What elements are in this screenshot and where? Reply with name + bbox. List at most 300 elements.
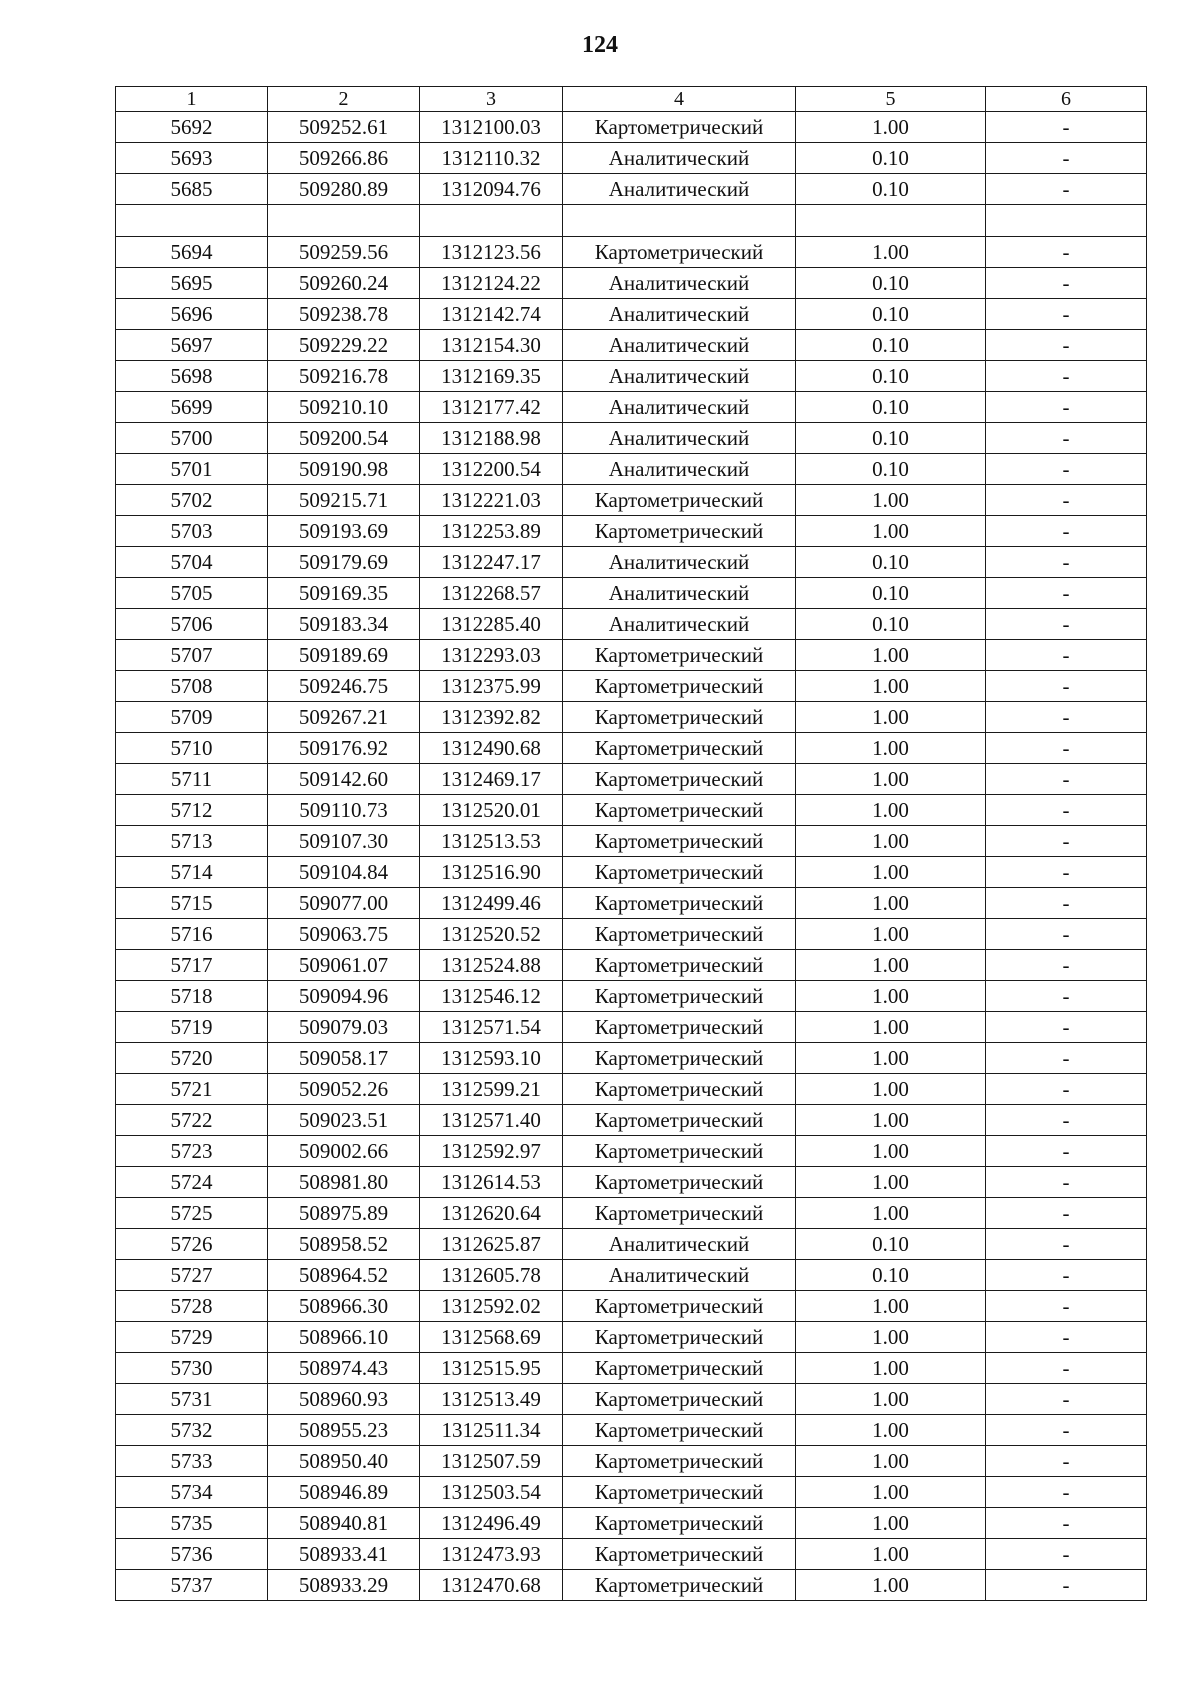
table-cell-col-5: 0.10: [796, 1260, 986, 1291]
table-cell-col-1: 5723: [116, 1136, 268, 1167]
table-cell-col-2: 509246.75: [268, 671, 420, 702]
table-cell-col-5: 0.10: [796, 143, 986, 174]
table-cell-col-3: 1312142.74: [420, 299, 563, 330]
table-cell-col-1: 5725: [116, 1198, 268, 1229]
table-cell-col-2: 509110.73: [268, 795, 420, 826]
table-cell-col-4: Картометрический: [563, 1136, 796, 1167]
table-cell-col-4: Картометрический: [563, 795, 796, 826]
table-cell-col-3: 1312625.87: [420, 1229, 563, 1260]
table-cell-col-6: -: [986, 1415, 1147, 1446]
table-cell-col-2: 509280.89: [268, 174, 420, 205]
table-cell-col-6: -: [986, 361, 1147, 392]
table-row: [116, 1384, 1147, 1415]
table-cell-col-4: Картометрический: [563, 919, 796, 950]
table-row: [116, 1477, 1147, 1508]
table-row: [116, 1570, 1147, 1601]
table-cell-col-4: Аналитический: [563, 454, 796, 485]
table-cell-col-3: 1312599.21: [420, 1074, 563, 1105]
table-cell-col-3: 1312496.49: [420, 1508, 563, 1539]
table-row: [116, 1260, 1147, 1291]
table-cell-col-4: Картометрический: [563, 1012, 796, 1043]
table-cell-col-5: 1.00: [796, 112, 986, 143]
table-cell-col-5: 1.00: [796, 981, 986, 1012]
table-cell-col-4: Картометрический: [563, 237, 796, 268]
table-cell-col-4: Картометрический: [563, 1074, 796, 1105]
table-cell-col-5: 0.10: [796, 392, 986, 423]
table-row: [116, 826, 1147, 857]
table-cell-col-2: 509216.78: [268, 361, 420, 392]
table-cell-col-4: Аналитический: [563, 361, 796, 392]
table-cell-col-3: 1312469.17: [420, 764, 563, 795]
table-cell-col-3: 1312568.69: [420, 1322, 563, 1353]
table-cell-col-6: -: [986, 1074, 1147, 1105]
table-cell-col-4: Аналитический: [563, 1260, 796, 1291]
table-row: [116, 1446, 1147, 1477]
table-cell-col-4: Аналитический: [563, 299, 796, 330]
table-cell-col-1: 5717: [116, 950, 268, 981]
table-cell-col-4: Картометрический: [563, 1198, 796, 1229]
table-cell-col-5: [796, 205, 986, 237]
table-cell-col-3: 1312511.34: [420, 1415, 563, 1446]
table-cell-col-1: 5719: [116, 1012, 268, 1043]
table-cell-col-3: 1312253.89: [420, 516, 563, 547]
table-cell-col-6: -: [986, 237, 1147, 268]
table-cell-col-5: 0.10: [796, 609, 986, 640]
table-cell-col-6: -: [986, 950, 1147, 981]
table-cell-col-5: 1.00: [796, 826, 986, 857]
table-cell-col-5: 1.00: [796, 1384, 986, 1415]
table-row: [116, 702, 1147, 733]
table-cell-col-5: 1.00: [796, 1074, 986, 1105]
table-cell-col-2: 509077.00: [268, 888, 420, 919]
table-row: [116, 361, 1147, 392]
table-cell-col-1: 5707: [116, 640, 268, 671]
table-cell-col-3: 1312123.56: [420, 237, 563, 268]
table-cell-col-3: 1312375.99: [420, 671, 563, 702]
table-cell-col-4: Картометрический: [563, 857, 796, 888]
table-cell-col-1: 5696: [116, 299, 268, 330]
table-cell-col-3: 1312620.64: [420, 1198, 563, 1229]
table-cell-col-4: Картометрический: [563, 1508, 796, 1539]
table-cell-col-2: 508940.81: [268, 1508, 420, 1539]
table-cell-col-4: Картометрический: [563, 516, 796, 547]
table-row: [116, 485, 1147, 516]
table-cell-col-1: 5712: [116, 795, 268, 826]
table-cell-col-6: -: [986, 516, 1147, 547]
table-cell-col-4: Картометрический: [563, 888, 796, 919]
table-cell-col-5: 1.00: [796, 1198, 986, 1229]
table-cell-col-6: -: [986, 1198, 1147, 1229]
table-cell-col-5: 0.10: [796, 454, 986, 485]
table-row: [116, 1539, 1147, 1570]
table-cell-col-4: Аналитический: [563, 578, 796, 609]
table-cell-col-5: 1.00: [796, 1477, 986, 1508]
table-row: [116, 671, 1147, 702]
table-cell-col-1: 5728: [116, 1291, 268, 1322]
table-cell-col-6: -: [986, 1229, 1147, 1260]
column-header-4: 4: [563, 87, 796, 112]
table-cell-col-4: Картометрический: [563, 1415, 796, 1446]
table-row: [116, 454, 1147, 485]
table-cell-col-5: 1.00: [796, 1322, 986, 1353]
table-cell-col-4: Картометрический: [563, 1477, 796, 1508]
table-cell-col-3: 1312268.57: [420, 578, 563, 609]
table-row: [116, 112, 1147, 143]
table-cell-col-4: Аналитический: [563, 268, 796, 299]
table-cell-col-6: -: [986, 1570, 1147, 1601]
table-cell-col-2: 509215.71: [268, 485, 420, 516]
column-header-3: 3: [420, 87, 563, 112]
table-cell-col-6: -: [986, 671, 1147, 702]
table-cell-col-3: 1312392.82: [420, 702, 563, 733]
table-cell-col-3: 1312592.02: [420, 1291, 563, 1322]
table-row: [116, 1012, 1147, 1043]
table-cell-col-4: Картометрический: [563, 702, 796, 733]
table-cell-col-1: 5694: [116, 237, 268, 268]
table-cell-col-6: -: [986, 547, 1147, 578]
column-header-6: 6: [986, 87, 1147, 112]
table-row: [116, 888, 1147, 919]
table-cell-col-3: 1312094.76: [420, 174, 563, 205]
table-cell-col-1: 5697: [116, 330, 268, 361]
table-cell-col-2: 509210.10: [268, 392, 420, 423]
table-cell-col-6: -: [986, 485, 1147, 516]
table-row: [116, 423, 1147, 454]
column-header-2: 2: [268, 87, 420, 112]
table-cell-col-3: 1312507.59: [420, 1446, 563, 1477]
table-cell-col-1: 5701: [116, 454, 268, 485]
table-cell-col-3: 1312515.95: [420, 1353, 563, 1384]
table-cell-col-6: -: [986, 826, 1147, 857]
table-cell-col-3: 1312470.68: [420, 1570, 563, 1601]
table-cell-col-1: 5711: [116, 764, 268, 795]
table-row: [116, 950, 1147, 981]
table-cell-col-6: -: [986, 392, 1147, 423]
table-cell-col-3: 1312221.03: [420, 485, 563, 516]
table-cell-col-1: 5700: [116, 423, 268, 454]
table-cell-col-5: 1.00: [796, 485, 986, 516]
table-cell-col-2: 509023.51: [268, 1105, 420, 1136]
table-cell-col-6: -: [986, 1136, 1147, 1167]
table-cell-col-1: 5734: [116, 1477, 268, 1508]
table-cell-col-3: 1312592.97: [420, 1136, 563, 1167]
table-cell-col-6: -: [986, 1260, 1147, 1291]
table-cell-col-6: -: [986, 795, 1147, 826]
table-cell-col-1: 5726: [116, 1229, 268, 1260]
table-cell-col-6: -: [986, 857, 1147, 888]
table-cell-col-2: 509169.35: [268, 578, 420, 609]
table-row: [116, 205, 1147, 237]
table-cell-col-5: 1.00: [796, 795, 986, 826]
table-cell-col-1: 5715: [116, 888, 268, 919]
table-cell-col-1: 5702: [116, 485, 268, 516]
table-cell-col-4: Аналитический: [563, 423, 796, 454]
table-cell-col-3: 1312285.40: [420, 609, 563, 640]
table-cell-col-6: -: [986, 919, 1147, 950]
table-cell-col-4: Картометрический: [563, 112, 796, 143]
table-cell-col-2: 508950.40: [268, 1446, 420, 1477]
table-cell-col-2: 508958.52: [268, 1229, 420, 1260]
table-cell-col-1: 5735: [116, 1508, 268, 1539]
table-cell-col-2: 509190.98: [268, 454, 420, 485]
table-cell-col-2: 508960.93: [268, 1384, 420, 1415]
table-cell-col-6: -: [986, 1291, 1147, 1322]
table-cell-col-1: 5737: [116, 1570, 268, 1601]
table-cell-col-2: 509063.75: [268, 919, 420, 950]
table-cell-col-4: Картометрический: [563, 950, 796, 981]
table-cell-col-5: 1.00: [796, 1570, 986, 1601]
table-cell-col-3: 1312513.49: [420, 1384, 563, 1415]
table-row: [116, 516, 1147, 547]
table-cell-col-4: Картометрический: [563, 1570, 796, 1601]
table-cell-col-4: Картометрический: [563, 671, 796, 702]
table-cell-col-6: -: [986, 1539, 1147, 1570]
table-cell-col-5: 1.00: [796, 1539, 986, 1570]
table-cell-col-3: 1312513.53: [420, 826, 563, 857]
table-cell-col-1: 5722: [116, 1105, 268, 1136]
table-cell-col-4: Картометрический: [563, 1384, 796, 1415]
table-cell-col-5: 1.00: [796, 1136, 986, 1167]
table-cell-col-3: 1312571.40: [420, 1105, 563, 1136]
table-cell-col-5: 0.10: [796, 1229, 986, 1260]
table-cell-col-1: 5705: [116, 578, 268, 609]
table-cell-col-2: 508933.41: [268, 1539, 420, 1570]
table-cell-col-3: 1312200.54: [420, 454, 563, 485]
table-cell-col-6: -: [986, 174, 1147, 205]
table-cell-col-5: 1.00: [796, 764, 986, 795]
table-row: [116, 1353, 1147, 1384]
table-cell-col-5: 1.00: [796, 1012, 986, 1043]
table-cell-col-2: 509094.96: [268, 981, 420, 1012]
table-cell-col-2: 509107.30: [268, 826, 420, 857]
table-cell-col-3: 1312247.17: [420, 547, 563, 578]
table-cell-col-3: 1312177.42: [420, 392, 563, 423]
table-cell-col-2: 509183.34: [268, 609, 420, 640]
table-cell-col-2: 509252.61: [268, 112, 420, 143]
table-cell-col-1: 5708: [116, 671, 268, 702]
table-cell-col-3: [420, 205, 563, 237]
table-row: [116, 1508, 1147, 1539]
table-cell-col-1: 5716: [116, 919, 268, 950]
table-cell-col-4: Картометрический: [563, 981, 796, 1012]
table-cell-col-5: 1.00: [796, 516, 986, 547]
table-cell-col-4: Картометрический: [563, 1446, 796, 1477]
table-cell-col-4: Картометрический: [563, 1291, 796, 1322]
table-cell-col-5: 0.10: [796, 547, 986, 578]
table-cell-col-3: 1312516.90: [420, 857, 563, 888]
table-cell-col-6: -: [986, 578, 1147, 609]
table-cell-col-1: 5727: [116, 1260, 268, 1291]
table-cell-col-2: 508964.52: [268, 1260, 420, 1291]
table-row: [116, 795, 1147, 826]
table-row: [116, 1105, 1147, 1136]
table-cell-col-5: 1.00: [796, 857, 986, 888]
table-cell-col-3: 1312520.52: [420, 919, 563, 950]
table-cell-col-3: 1312593.10: [420, 1043, 563, 1074]
table-cell-col-4: Аналитический: [563, 547, 796, 578]
table-cell-col-2: 509079.03: [268, 1012, 420, 1043]
table-row: [116, 1291, 1147, 1322]
table-cell-col-1: 5706: [116, 609, 268, 640]
table-cell-col-6: -: [986, 981, 1147, 1012]
table-cell-col-2: 509061.07: [268, 950, 420, 981]
table-cell-col-3: 1312110.32: [420, 143, 563, 174]
table-cell-col-1: [116, 205, 268, 237]
table-cell-col-4: Аналитический: [563, 330, 796, 361]
table-cell-col-4: Картометрический: [563, 485, 796, 516]
table-cell-col-3: 1312614.53: [420, 1167, 563, 1198]
table-row: [116, 733, 1147, 764]
table-cell-col-6: -: [986, 640, 1147, 671]
table-cell-col-1: 5704: [116, 547, 268, 578]
table-cell-col-3: 1312546.12: [420, 981, 563, 1012]
table-cell-col-6: -: [986, 1508, 1147, 1539]
table-cell-col-5: 1.00: [796, 1353, 986, 1384]
table-body: [116, 112, 1147, 1601]
table-cell-col-2: 508981.80: [268, 1167, 420, 1198]
table-cell-col-2: 508966.30: [268, 1291, 420, 1322]
table-cell-col-4: Аналитический: [563, 392, 796, 423]
table-cell-col-1: 5703: [116, 516, 268, 547]
table-cell-col-5: 0.10: [796, 174, 986, 205]
table-cell-col-2: 509193.69: [268, 516, 420, 547]
page-number: 124: [582, 32, 618, 58]
table-cell-col-5: 0.10: [796, 578, 986, 609]
table-row: [116, 981, 1147, 1012]
table-cell-col-2: 509200.54: [268, 423, 420, 454]
table-cell-col-4: Картометрический: [563, 1322, 796, 1353]
table-cell-col-6: -: [986, 143, 1147, 174]
table-cell-col-5: 1.00: [796, 702, 986, 733]
table-cell-col-6: -: [986, 1105, 1147, 1136]
table-cell-col-4: Картометрический: [563, 1167, 796, 1198]
table-cell-col-2: 508974.43: [268, 1353, 420, 1384]
table-cell-col-6: -: [986, 733, 1147, 764]
table-cell-col-2: 509189.69: [268, 640, 420, 671]
table-cell-col-3: 1312169.35: [420, 361, 563, 392]
table-cell-col-3: 1312520.01: [420, 795, 563, 826]
table-cell-col-5: 1.00: [796, 888, 986, 919]
table-cell-col-2: 509260.24: [268, 268, 420, 299]
table-cell-col-4: Аналитический: [563, 1229, 796, 1260]
table-cell-col-6: -: [986, 1384, 1147, 1415]
table-cell-col-3: 1312100.03: [420, 112, 563, 143]
table-cell-col-6: -: [986, 609, 1147, 640]
table-cell-col-1: 5692: [116, 112, 268, 143]
table-row: [116, 237, 1147, 268]
table-cell-col-2: 509104.84: [268, 857, 420, 888]
table-cell-col-5: 1.00: [796, 640, 986, 671]
table-cell-col-1: 5724: [116, 1167, 268, 1198]
table-cell-col-1: 5732: [116, 1415, 268, 1446]
table-cell-col-3: 1312154.30: [420, 330, 563, 361]
table-cell-col-5: 1.00: [796, 237, 986, 268]
table-cell-col-6: [986, 205, 1147, 237]
table-cell-col-6: -: [986, 1477, 1147, 1508]
table-cell-col-1: 5713: [116, 826, 268, 857]
table-row: [116, 764, 1147, 795]
table-cell-col-2: 509229.22: [268, 330, 420, 361]
table-row: [116, 1415, 1147, 1446]
table-cell-col-5: 0.10: [796, 330, 986, 361]
table-cell-col-5: 1.00: [796, 1415, 986, 1446]
table-cell-col-3: 1312124.22: [420, 268, 563, 299]
table-cell-col-5: 0.10: [796, 361, 986, 392]
table-cell-col-5: 1.00: [796, 1105, 986, 1136]
table-cell-col-6: -: [986, 1322, 1147, 1353]
table-cell-col-2: 509058.17: [268, 1043, 420, 1074]
table-cell-col-2: 509002.66: [268, 1136, 420, 1167]
table-row: [116, 919, 1147, 950]
table-cell-col-4: Картометрический: [563, 1105, 796, 1136]
table-row: [116, 1322, 1147, 1353]
table-row: [116, 1074, 1147, 1105]
header-row: [116, 87, 1147, 112]
table-cell-col-4: Картометрический: [563, 826, 796, 857]
table-row: [116, 392, 1147, 423]
table-cell-col-1: 5699: [116, 392, 268, 423]
table-cell-col-1: 5731: [116, 1384, 268, 1415]
table-cell-col-6: -: [986, 1353, 1147, 1384]
table-cell-col-6: -: [986, 764, 1147, 795]
coordinates-table: [115, 86, 1147, 1601]
table-cell-col-2: 509259.56: [268, 237, 420, 268]
table-cell-col-2: 509238.78: [268, 299, 420, 330]
table-cell-col-1: 5733: [116, 1446, 268, 1477]
table-cell-col-1: 5718: [116, 981, 268, 1012]
table-cell-col-5: 0.10: [796, 299, 986, 330]
table-row: [116, 330, 1147, 361]
table-cell-col-1: 5710: [116, 733, 268, 764]
table-row: [116, 857, 1147, 888]
table-row: [116, 640, 1147, 671]
table-row: [116, 299, 1147, 330]
table-cell-col-5: 1.00: [796, 1446, 986, 1477]
table-cell-col-4: Картометрический: [563, 640, 796, 671]
table-cell-col-1: 5693: [116, 143, 268, 174]
table-cell-col-1: 5721: [116, 1074, 268, 1105]
table-cell-col-6: -: [986, 1167, 1147, 1198]
table-row: [116, 1136, 1147, 1167]
table-row: [116, 268, 1147, 299]
table-row: [116, 609, 1147, 640]
table-cell-col-2: 508946.89: [268, 1477, 420, 1508]
table-cell-col-5: 0.10: [796, 268, 986, 299]
table-cell-col-2: 509267.21: [268, 702, 420, 733]
table-cell-col-3: 1312490.68: [420, 733, 563, 764]
table-cell-col-5: 1.00: [796, 671, 986, 702]
table-cell-col-5: 1.00: [796, 1508, 986, 1539]
table-cell-col-2: 508933.29: [268, 1570, 420, 1601]
table-cell-col-5: 1.00: [796, 1291, 986, 1322]
table-row: [116, 174, 1147, 205]
table-cell-col-4: [563, 205, 796, 237]
table-cell-col-5: 1.00: [796, 919, 986, 950]
table-cell-col-1: 5730: [116, 1353, 268, 1384]
table-cell-col-5: 1.00: [796, 733, 986, 764]
table-cell-col-2: [268, 205, 420, 237]
table-cell-col-2: 509052.26: [268, 1074, 420, 1105]
table-row: [116, 1198, 1147, 1229]
table-row: [116, 547, 1147, 578]
table-cell-col-3: 1312503.54: [420, 1477, 563, 1508]
table-cell-col-3: 1312188.98: [420, 423, 563, 454]
table-cell-col-5: 1.00: [796, 1043, 986, 1074]
table-cell-col-6: -: [986, 888, 1147, 919]
table-header: [116, 87, 1147, 112]
table-row: [116, 143, 1147, 174]
table-cell-col-2: 508975.89: [268, 1198, 420, 1229]
